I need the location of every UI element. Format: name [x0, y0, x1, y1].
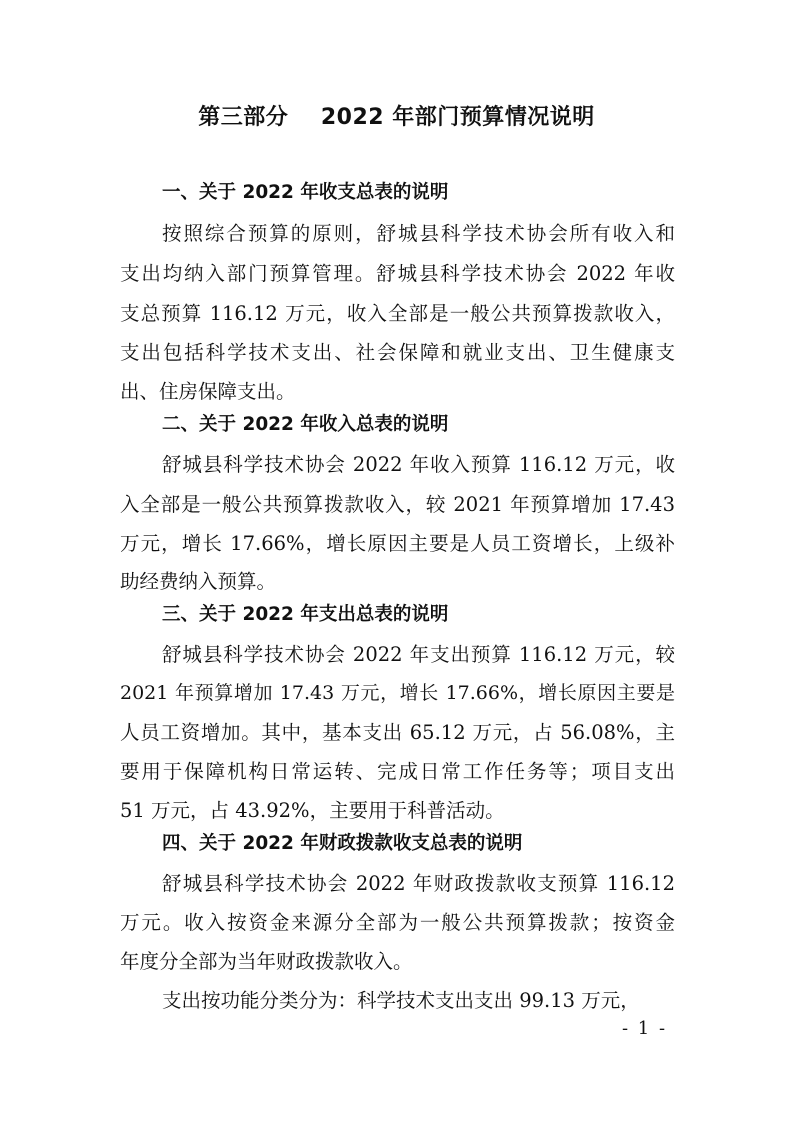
paragraph-line: 支出按功能分类分为：科学技术支出支出 99.13 万元，	[162, 989, 640, 1012]
paragraph-line: 支总预算 116.12 万元，收入全部是一般公共预算拨款收入，	[120, 302, 675, 325]
paragraph-line: 2021 年预算增加 17.43 万元，增长 17.66%，增长原因主要是	[120, 682, 675, 704]
paragraph-line: 支出包括科学技术支出、社会保障和就业支出、卫生健康支	[120, 341, 675, 364]
paragraph-line: 51 万元，占 43.92%，主要用于科普活动。	[120, 799, 505, 822]
paragraph-line: 舒城县科学技术协会 2022 年财政拨款收支预算 116.12	[162, 872, 675, 895]
paragraph-line: 助经费纳入预算。	[120, 570, 277, 593]
paragraph-line: 入全部是一般公共预算拨款收入，较 2021 年预算增加 17.43	[120, 493, 675, 516]
paragraph-line: 舒城县科学技术协会 2022 年收入预算 116.12 万元，收	[162, 453, 675, 476]
paragraph-line: 出、住房保障支出。	[120, 380, 296, 403]
paragraph-line: 万元，增长 17.66%，增长原因主要是人员工资增长，上级补	[120, 532, 675, 555]
section-heading-2: 二、关于 2022 年收入总表的说明	[162, 414, 449, 435]
paragraph-line: 万元。收入按资金来源分全部为一般公共预算拨款；按资金	[120, 911, 675, 934]
section-heading-4: 四、关于 2022 年财政拨款收支总表的说明	[162, 833, 523, 854]
page-title: 第三部分 2022 年部门预算情况说明	[198, 105, 595, 130]
paragraph-line: 人员工资增加。其中，基本支出 65.12 万元，占 56.08%，主	[120, 721, 675, 744]
paragraph-line: 按照综合预算的原则，舒城县科学技术协会所有收入和	[162, 222, 675, 245]
paragraph-line: 舒城县科学技术协会 2022 年支出预算 116.12 万元，较	[162, 643, 675, 666]
section-heading-3: 三、关于 2022 年支出总表的说明	[162, 604, 449, 625]
section-heading-1: 一、关于 2022 年收支总表的说明	[162, 182, 449, 203]
page-number: - 1 -	[622, 1018, 668, 1039]
paragraph-line: 要用于保障机构日常运转、完成日常工作任务等；项目支出	[120, 760, 675, 783]
paragraph-line: 支出均纳入部门预算管理。舒城县科学技术协会 2022 年收	[120, 262, 675, 285]
paragraph-line: 年度分全部为当年财政拨款收入。	[120, 950, 413, 973]
